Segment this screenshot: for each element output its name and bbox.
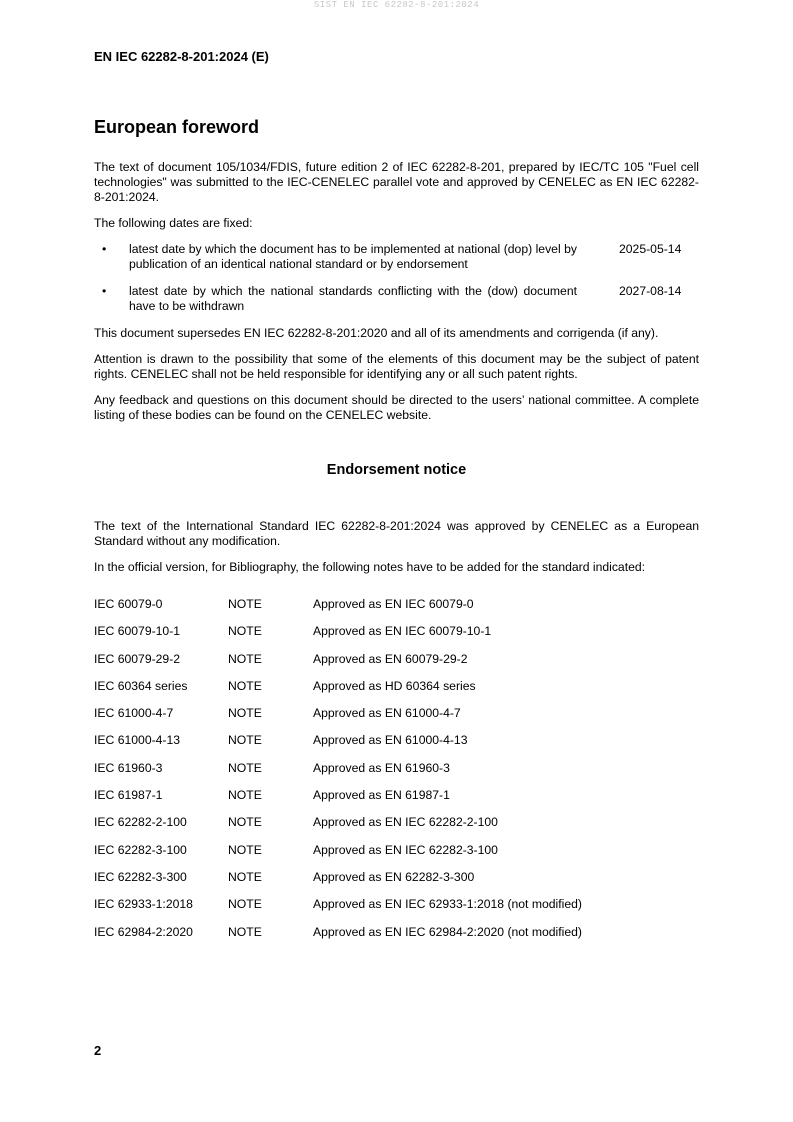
note-label: NOTE: [228, 733, 262, 748]
dates-intro: The following dates are fixed:: [94, 216, 253, 230]
note-ref: IEC 62282-3-300: [94, 869, 187, 884]
note-label: NOTE: [228, 624, 262, 639]
table-row: [94, 624, 699, 651]
table-row: [94, 788, 699, 815]
note-label: NOTE: [228, 815, 262, 830]
dates-list: [94, 242, 699, 314]
table-row: [94, 761, 699, 788]
foreword-title: European foreword: [94, 117, 260, 137]
supersedes-paragraph: This document supersedes EN IEC 62282-8-201:2020 and all of its amendments and corrigenda (if any).: [94, 326, 659, 340]
note-ref: IEC 62984-2:2020: [94, 924, 193, 939]
note-approved: Approved as EN 61000-4-7: [313, 706, 461, 721]
table-row: [94, 925, 699, 952]
note-ref: IEC 61000-4-13: [94, 733, 181, 748]
note-approved: Approved as EN 61000-4-13: [313, 733, 468, 748]
note-label: NOTE: [228, 678, 262, 693]
table-row: [94, 706, 699, 733]
table-row: [94, 733, 699, 760]
document-id-header: EN IEC 62282-8-201:2024 (E): [94, 49, 269, 64]
table-row: [94, 870, 699, 897]
bullet-icon: •: [102, 284, 107, 298]
note-label: NOTE: [228, 842, 262, 857]
note-approved: Approved as EN 61987-1: [313, 788, 450, 803]
note-approved: Approved as EN 62282-3-300: [313, 869, 475, 884]
endorsement-intro: The text of the International Standard IEC 62282-8-201:2024 was approved by CENELEC as a European Standard without any modification.: [94, 519, 699, 548]
note-label: NOTE: [228, 788, 262, 803]
note-label: NOTE: [228, 651, 262, 666]
note-approved: Approved as EN IEC 62984-2:2020 (not modified): [313, 924, 582, 939]
note-ref: IEC 61987-1: [94, 788, 163, 803]
note-label: NOTE: [228, 897, 262, 912]
note-approved: Approved as EN IEC 60079-10-1: [313, 624, 492, 639]
note-ref: IEC 61960-3: [94, 760, 163, 775]
feedback-paragraph: Any feedback and questions on this document should be directed to the users’ national committee. A complete listing of these bodies can be found on the CENELEC website.: [94, 393, 699, 422]
note-approved: Approved as EN IEC 62933-1:2018 (not modified): [313, 897, 582, 912]
date-item-value: 2027-08-14: [619, 284, 682, 298]
foreword-intro: The text of document 105/1034/FDIS, future edition 2 of IEC 62282-8-201, prepared by IEC/TC 105 "Fuel cell technologies" was submitted to the IEC-CENELEC parallel vote and approved by CENELEC as EN IEC 62282-8-201:2024.: [94, 160, 699, 204]
note-ref: IEC 61000-4-7: [94, 706, 174, 721]
page-number: 2: [94, 1043, 102, 1058]
table-row: [94, 679, 699, 706]
note-ref: IEC 60364 series: [94, 678, 188, 693]
table-row: [94, 597, 699, 624]
page-content: [94, 116, 699, 952]
note-ref: IEC 60079-0: [94, 597, 163, 611]
notes-intro: In the official version, for Bibliography, the following notes have to be added for the standard indicated:: [94, 560, 646, 574]
date-item-text: latest date by which the document has to be implemented at national (dop) level by publication of an identical national standard or by endorsement: [129, 242, 577, 271]
patent-paragraph: Attention is drawn to the possibility that some of the elements of this document may be the subject of patent rights. CENELEC shall not be held responsible for identifying any or all such patent rights.: [94, 352, 699, 381]
note-ref: IEC 60079-29-2: [94, 651, 181, 666]
note-approved: Approved as EN IEC 62282-3-100: [313, 842, 498, 857]
notes-table: [94, 597, 699, 952]
note-label: NOTE: [228, 706, 262, 721]
table-row: [94, 897, 699, 924]
table-row: [94, 652, 699, 679]
endorsement-title: Endorsement notice: [326, 462, 467, 478]
note-label: NOTE: [228, 597, 262, 611]
note-approved: Approved as EN 61960-3: [313, 760, 450, 775]
note-ref: IEC 62282-2-100: [94, 815, 187, 830]
date-item-dow: [94, 284, 699, 314]
note-label: NOTE: [228, 760, 262, 775]
note-ref: IEC 60079-10-1: [94, 624, 181, 639]
note-approved: Approved as HD 60364 series: [313, 678, 476, 693]
note-approved: Approved as EN 60079-29-2: [313, 651, 468, 666]
date-item-value: 2025-05-14: [619, 242, 682, 256]
note-ref: IEC 62933-1:2018: [94, 897, 193, 912]
date-item-dop: [94, 242, 699, 272]
bullet-icon: •: [102, 242, 107, 256]
note-label: NOTE: [228, 869, 262, 884]
note-approved: Approved as EN IEC 62282-2-100: [313, 815, 498, 830]
note-ref: IEC 62282-3-100: [94, 842, 187, 857]
watermark: SIST EN IEC 62282-8-201:2024: [313, 0, 480, 10]
table-row: [94, 815, 699, 842]
note-label: NOTE: [228, 924, 262, 939]
table-row: [94, 843, 699, 870]
note-approved: Approved as EN IEC 60079-0: [313, 597, 474, 611]
date-item-text: latest date by which the national standards conflicting with the (dow) document have to be withdrawn: [129, 284, 577, 313]
